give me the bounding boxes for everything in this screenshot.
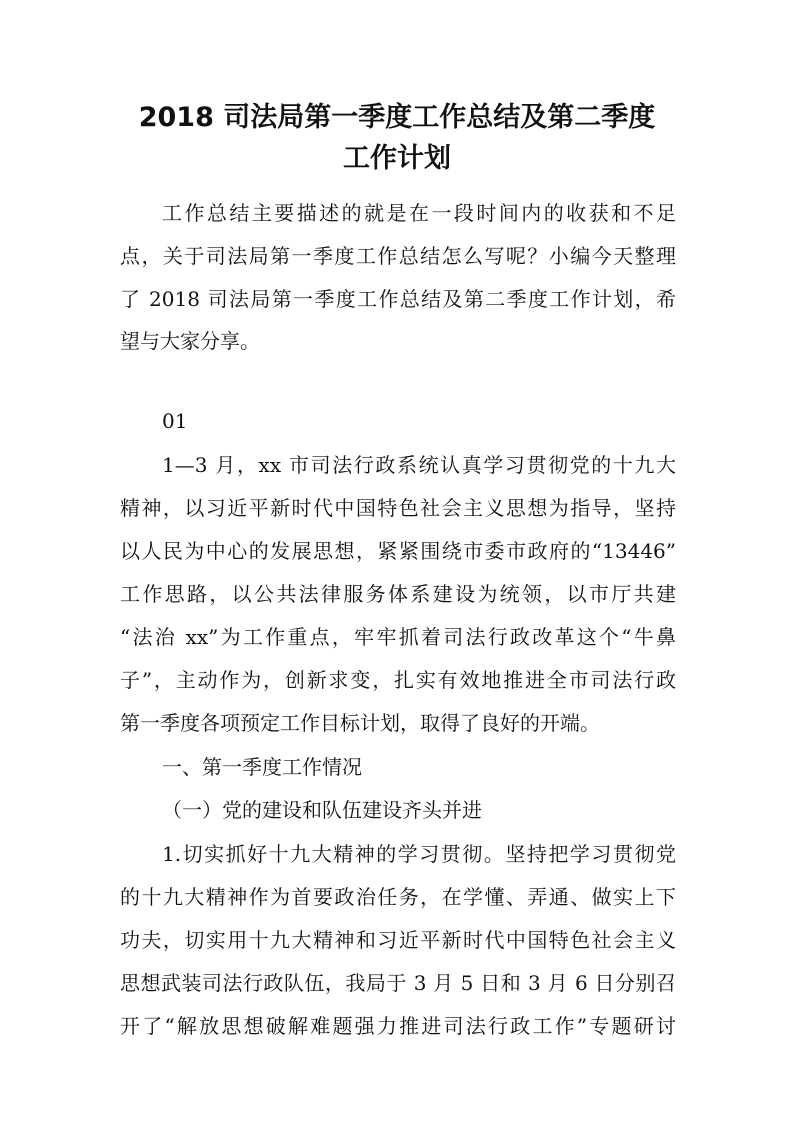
paragraph-line: 望与大家分享。	[120, 329, 260, 353]
section-number: 01	[162, 409, 188, 433]
paragraph-line: 的十九大精神作为首要政治任务，在学懂、弄通、做实上下	[120, 885, 676, 909]
section-heading: 一、第一季度工作情况	[162, 755, 362, 779]
paragraph-line: 第一季度各项预定工作目标计划，取得了良好的开端。	[120, 711, 600, 735]
paragraph-line: 了 2018 司法局第一季度工作总结及第二季度工作计划，希	[120, 287, 676, 311]
paragraph-line: 点，关于司法局第一季度工作总结怎么写呢？小编今天整理	[120, 244, 676, 268]
paragraph-line: 思想武装司法行政队伍，我局于 3 月 5 日和 3 月 6 日分别召	[120, 971, 676, 995]
paragraph-line: 工作总结主要描述的就是在一段时间内的收获和不足	[162, 201, 676, 225]
subsection-heading: （一）党的建设和队伍建设齐头并进	[162, 798, 482, 822]
paragraph-line: 功夫，切实用十九大精神和习近平新时代中国特色社会主义	[120, 928, 676, 952]
document-title-line-2: 工作计划	[343, 143, 451, 174]
paragraph-line: 以人民为中心的发展思想，紧紧围绕市委市政府的“13446”	[120, 539, 676, 563]
paragraph-line: 开了“解放思想破解难题强力推进司法行政工作”专题研讨	[120, 1014, 676, 1038]
paragraph-line: “法治 xx”为工作重点，牢牢抓着司法行政改革这个“牛鼻	[120, 625, 676, 649]
paragraph-line: 子”，主动作为，创新求变，扎实有效地推进全市司法行政	[120, 668, 676, 692]
paragraph-line: 工作思路，以公共法律服务体系建设为统领，以市厅共建	[120, 582, 676, 606]
document-title-line-1: 2018 司法局第一季度工作总结及第二季度	[138, 102, 656, 133]
paragraph-line: 精神，以习近平新时代中国特色社会主义思想为指导，坚持	[120, 496, 676, 520]
paragraph-line: 1—3 月，xx 市司法行政系统认真学习贯彻党的十九大	[162, 453, 676, 477]
paragraph-line: 1.切实抓好十九大精神的学习贯彻。坚持把学习贯彻党	[162, 842, 676, 866]
